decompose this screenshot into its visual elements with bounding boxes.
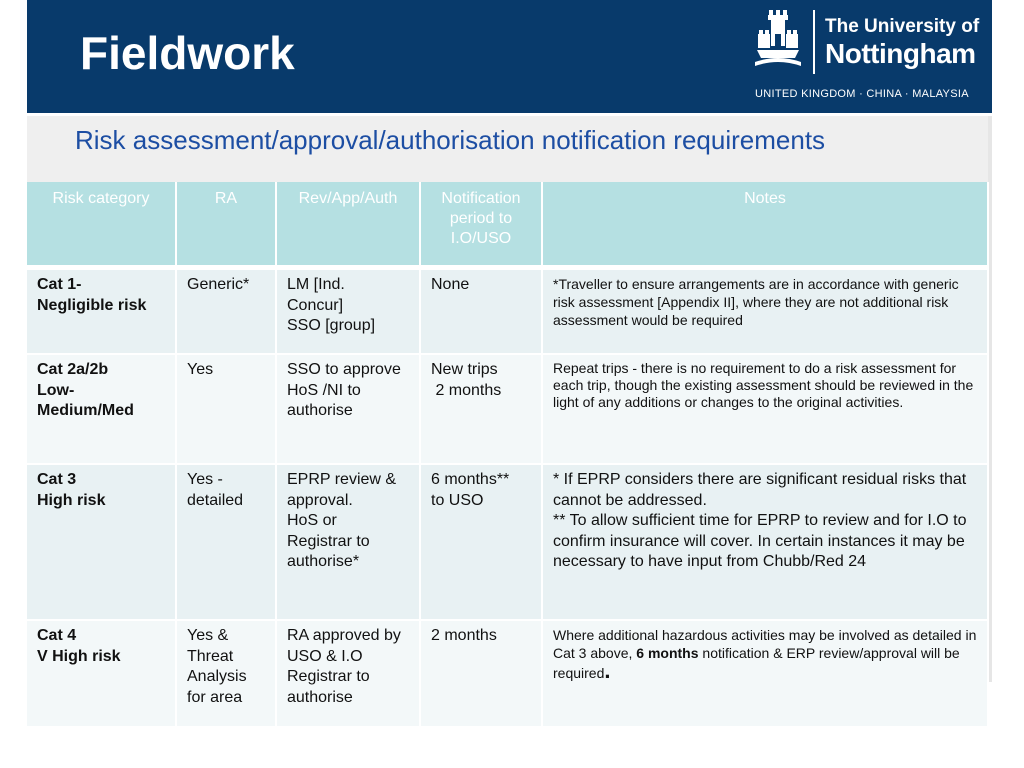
cell-line: Yes & (187, 627, 229, 644)
cell-line: Analysis (187, 668, 247, 685)
cell-rev-app-auth (276, 354, 420, 464)
university-logo (755, 8, 985, 104)
cell-line: High risk (37, 491, 106, 509)
cell-notification-period (420, 620, 542, 727)
table-header-row (27, 182, 988, 268)
cell-line: for area (187, 688, 243, 706)
cell-line: Concur] (287, 296, 344, 314)
cell-line: 6 months** (431, 471, 510, 488)
header-ra: RA (176, 182, 276, 268)
cell-line: RA approved by (287, 627, 401, 644)
notes-emphasis: 6 months (636, 645, 699, 661)
cell-line: Cat 3 (37, 471, 77, 488)
cell-line: * If EPRP considers there are significant residual risks that cannot be addressed. (553, 471, 967, 509)
table-row (27, 620, 988, 727)
cell-line: Registrar to (287, 532, 370, 550)
notes-period: . (604, 658, 611, 683)
castle-crest-icon (755, 10, 801, 70)
table-row (27, 464, 988, 620)
logo-text-line1: The University of (825, 16, 980, 37)
cell-line: V High risk (37, 647, 121, 665)
cell-ra (176, 354, 276, 464)
logo-text-line2: Nottingham (825, 38, 976, 69)
notes-text-part: Where additional hazardous activities may be involved as detailed in Cat 3 above, (553, 627, 977, 661)
cell-risk-category (27, 620, 176, 727)
header-risk-category: Risk category (27, 182, 176, 268)
cell-notes (542, 620, 988, 727)
cell-line: HoS /NI to (287, 381, 361, 399)
cell-line: Yes - (187, 471, 223, 488)
cell-line: Negligible risk (37, 296, 147, 314)
header-rev-app-auth: Rev/App/Auth (276, 182, 420, 268)
cell-notification-period (420, 268, 542, 355)
cell-line: USO & I.O (287, 647, 363, 665)
cell-notes (542, 464, 988, 620)
cell-line: Cat 4 (37, 627, 77, 644)
logo-divider (813, 10, 815, 74)
cell-ra (176, 620, 276, 727)
header-notes: Notes (542, 182, 988, 268)
cell-rev-app-auth (276, 620, 420, 727)
cell-line: 2 months (431, 627, 497, 644)
cell-line: None (431, 276, 470, 293)
requirements-table (27, 182, 989, 728)
cell-line: approval. (287, 491, 353, 509)
cell-risk-category (27, 268, 176, 355)
cell-line: LM [Ind. (287, 276, 345, 293)
cell-ra (176, 464, 276, 620)
cell-rev-app-auth (276, 268, 420, 355)
logo-countries: UNITED KINGDOM · CHINA · MALAYSIA (755, 88, 969, 100)
header-bar (27, 0, 992, 113)
cell-line: SSO [group] (287, 317, 376, 334)
cell-line: authorise (287, 688, 353, 706)
cell-rev-app-auth (276, 464, 420, 620)
cell-line: Cat 2a/2b (37, 361, 109, 378)
cell-notes: Repeat trips - there is no requirement to do a risk assessment for each trip, though the existing assessment should be reviewed in the light of any additions or changes to the original activities. (542, 354, 988, 464)
cell-line: authorise* (287, 553, 360, 570)
cell-ra (176, 268, 276, 355)
cell-line: 2 months (431, 381, 502, 399)
header-notification-period: Notification period to I.O/USO (420, 182, 542, 268)
cell-line: detailed (187, 491, 244, 509)
table-row (27, 354, 988, 464)
slide-subtitle: Risk assessment/approval/authorisation notification requirements (75, 125, 826, 155)
cell-line: Low- (37, 381, 75, 399)
cell-risk-category (27, 464, 176, 620)
cell-line: Generic* (187, 276, 250, 293)
cell-notification-period (420, 464, 542, 620)
cell-line: SSO to approve (287, 361, 401, 378)
cell-line: ** To allow sufficient time for EPRP to review and for I.O to confirm insurance will cover. In certain instances it may be necessary to have input from Chubb/Red 24 (553, 512, 967, 570)
cell-line: New trips (431, 361, 498, 378)
notes-text-part: notification & ERP review/approval will be required (553, 645, 960, 681)
cell-line: Registrar to (287, 668, 370, 685)
cell-line: authorise (287, 402, 353, 419)
subtitle-band (27, 116, 992, 182)
cell-notes: *Traveller to ensure arrangements are in accordance with generic risk assessment [Appendix II], where they are not additional risk assessment would be required (542, 268, 988, 355)
table-row (27, 268, 988, 355)
page-title: Fieldwork (80, 27, 295, 79)
cell-notification-period (420, 354, 542, 464)
cell-line: Cat 1- (37, 276, 82, 293)
cell-risk-category (27, 354, 176, 464)
cell-line: Medium/Med (37, 402, 134, 419)
cell-line: to USO (431, 491, 484, 509)
cell-line: EPRP review & (287, 471, 397, 488)
cell-line: HoS or (287, 512, 337, 529)
cell-line: Threat (187, 647, 234, 665)
cell-line: Yes (187, 361, 214, 378)
